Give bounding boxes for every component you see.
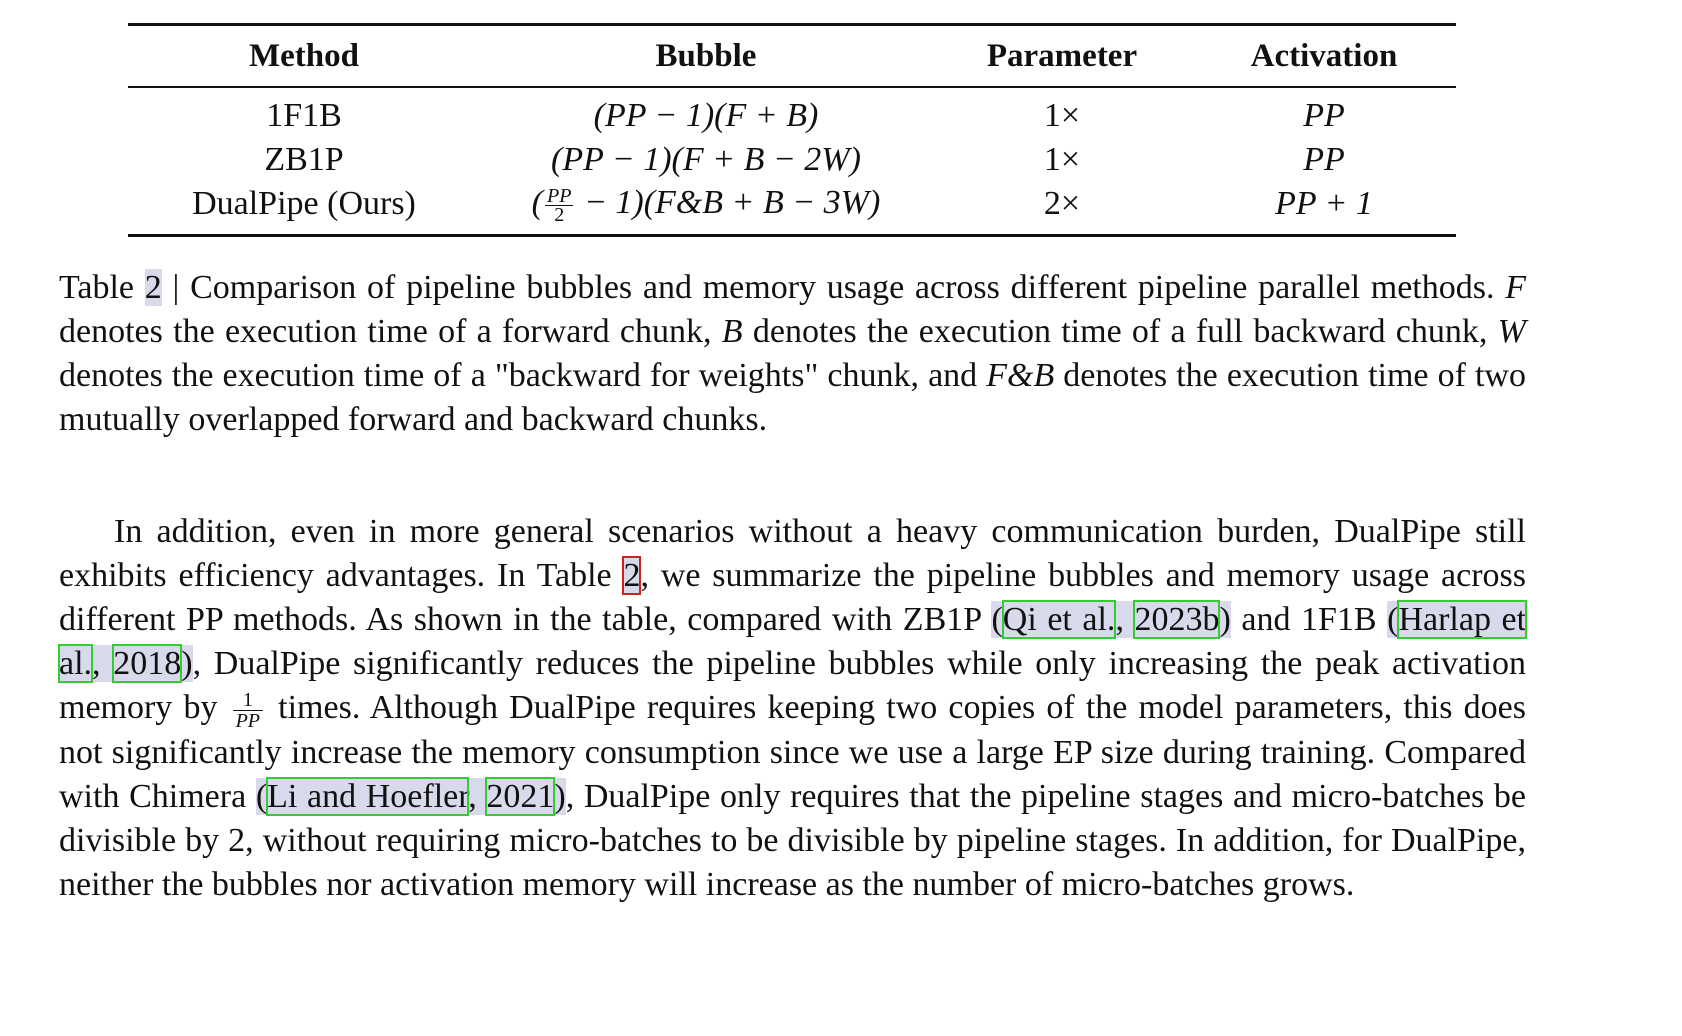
citation-author-link[interactable]: Harlap et al. xyxy=(59,601,1527,682)
cell-activation: PP + 1 xyxy=(1275,185,1373,222)
citation-year-link[interactable]: 2021 xyxy=(486,777,555,815)
cell-activation: PP xyxy=(1303,97,1345,134)
bubble-suffix: − 1)(F&B + B − 3W) xyxy=(575,184,881,222)
header-method: Method xyxy=(249,37,359,74)
cell-method: ZB1P xyxy=(264,141,344,178)
bubble-prefix: ( xyxy=(531,184,543,222)
cell-method: 1F1B xyxy=(266,97,342,134)
table-ref-link[interactable]: 2 xyxy=(623,557,641,594)
citation-qi-2023b[interactable]: (Qi et al., 2023b) xyxy=(991,601,1231,638)
citation-year-link[interactable]: 2023b xyxy=(1134,601,1220,638)
cell-bubble: (PP − 1)(F + B) xyxy=(593,97,819,134)
fraction-1-over-pp: $\frac{1}{PP}$ xyxy=(233,690,263,731)
citation-author-link[interactable]: Qi et al. xyxy=(1002,601,1116,638)
cell-bubble xyxy=(480,184,932,224)
cell-activation: PP xyxy=(1303,141,1345,178)
comparison-table xyxy=(128,23,1456,237)
header-bubble: Bubble xyxy=(655,37,757,74)
table-header-row xyxy=(128,26,1456,88)
citation-li-hoefler-2021[interactable]: (Li and Hoefler, 2021) xyxy=(255,777,566,815)
table-row xyxy=(128,138,1456,182)
cell-parameter: 2× xyxy=(1043,185,1081,222)
citation-author-link[interactable]: Li and Hoefler xyxy=(267,777,469,815)
cell-bubble: (PP − 1)(F + B − 2W) xyxy=(551,141,861,178)
table-row xyxy=(128,94,1456,138)
cell-method: DualPipe (Ours) xyxy=(192,185,416,222)
header-activation: Activation xyxy=(1250,37,1398,74)
table-number-link[interactable]: 2 xyxy=(144,269,162,306)
table-row xyxy=(128,182,1456,226)
table-caption: Table 2 | Comparison of pipeline bubbles and memory usage across different pipeline parallel methods. F denotes the execution time of a forward chunk, B denotes the execution time of a full backward chunk, W denotes the execution time of a "backward for weights" chunk, and F&B denotes the execution time of two mutually overlapped forward and backward chunks. xyxy=(59,269,1526,438)
body-paragraph: In addition, even in more general scenarios without a heavy communication burden, DualPipe still exhibits efficiency advantages. In Table 2, we summarize the pipeline bubbles and memory usage across different PP methods. As shown in the table, compared with ZB1P (Qi et al., 2023b) and 1F1B (Harlap et al., 2018), DualPipe significantly reduces the pipeline bubbles while only increasing the peak activation memory by $\frac{1}{PP}$ times. Although DualPipe requires keeping two copies of the model parameters, this does not significantly increase the memory consumption since we use a large EP size during training. Compared with Chimera (Li and Hoefler, 2021), DualPipe only requires that the pipeline stages and micro-batches be divisible by 2, without requiring micro-batches to be divisible by pipeline stages. In addition, for DualPipe, neither the bubbles nor activation memory will increase as the number of micro-batches grows. xyxy=(59,513,1527,903)
citation-harlap-2018[interactable]: (Harlap et al., 2018) xyxy=(59,601,1527,682)
fraction-pp-over-2: $\frac{PP}{2}$ xyxy=(547,184,572,226)
cell-parameter: 1× xyxy=(1043,141,1081,178)
header-parameter: Parameter xyxy=(986,37,1138,74)
cell-parameter: 1× xyxy=(1043,97,1081,134)
citation-year-link[interactable]: 2018 xyxy=(113,645,182,682)
